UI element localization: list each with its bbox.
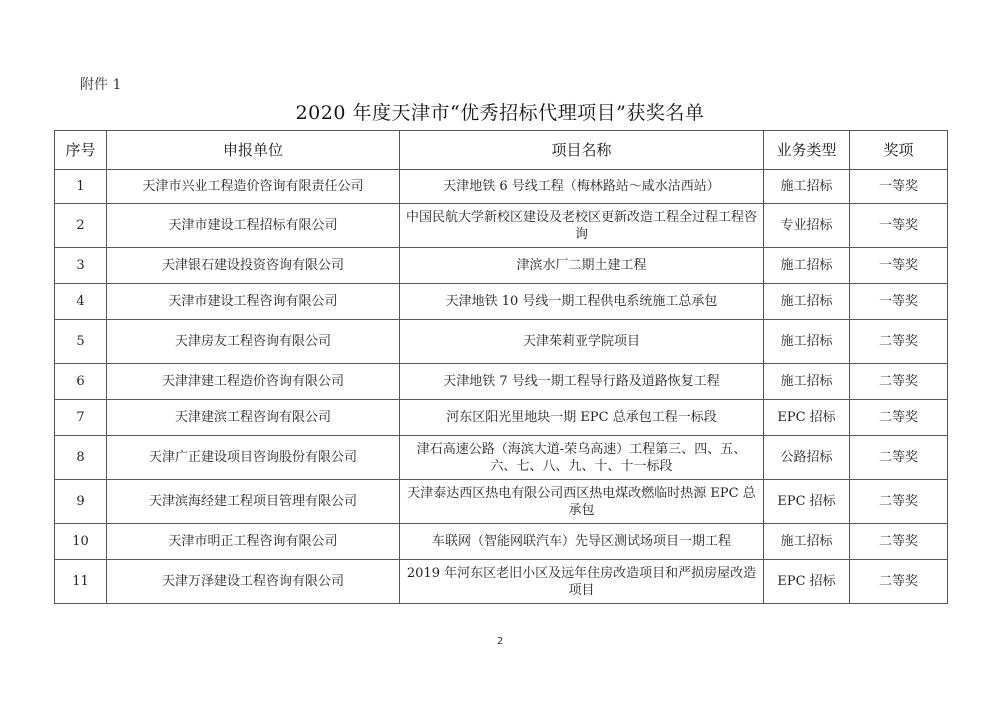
cell-unit: 天津房友工程咨询有限公司 xyxy=(107,320,400,364)
page-number: 2 xyxy=(496,636,504,647)
cell-type: 施工招标 xyxy=(764,284,850,320)
cell-type: EPC 招标 xyxy=(764,560,850,604)
table-row xyxy=(55,436,948,480)
cell-unit: 天津滨海经建工程项目管理有限公司 xyxy=(107,480,400,524)
cell-project: 津石高速公路（海滨大道-荣乌高速）工程第三、四、五、六、七、八、九、十、十一标段 xyxy=(400,436,764,480)
cell-unit: 天津万泽建设工程咨询有限公司 xyxy=(107,560,400,604)
cell-project: 天津泰达西区热电有限公司西区热电煤改燃临时热源 EPC 总承包 xyxy=(400,480,764,524)
attachment-label: 附件 1 xyxy=(80,77,122,93)
cell-unit: 天津市建设工程咨询有限公司 xyxy=(107,284,400,320)
table-row xyxy=(55,170,948,204)
cell-unit: 天津市兴业工程造价咨询有限责任公司 xyxy=(107,170,400,204)
table-row xyxy=(55,248,948,284)
cell-no: 6 xyxy=(55,364,107,400)
cell-type: EPC 招标 xyxy=(764,480,850,524)
cell-award: 二等奖 xyxy=(850,320,948,364)
cell-no: 9 xyxy=(55,480,107,524)
table-row xyxy=(55,560,948,604)
cell-award: 一等奖 xyxy=(850,284,948,320)
cell-type: 公路招标 xyxy=(764,436,850,480)
document-title: 2020 年度天津市“优秀招标代理项目”获奖名单 xyxy=(295,102,705,124)
cell-no: 7 xyxy=(55,400,107,436)
table-row xyxy=(55,480,948,524)
cell-no: 3 xyxy=(55,248,107,284)
cell-award: 一等奖 xyxy=(850,170,948,204)
cell-award: 二等奖 xyxy=(850,524,948,560)
cell-project: 2019 年河东区老旧小区及远年住房改造项目和严损房屋改造项目 xyxy=(400,560,764,604)
cell-award: 二等奖 xyxy=(850,436,948,480)
cell-project: 天津地铁 7 号线一期工程导行路及道路恢复工程 xyxy=(400,364,764,400)
table-row xyxy=(55,364,948,400)
header-type: 业务类型 xyxy=(764,131,850,170)
cell-type: 施工招标 xyxy=(764,170,850,204)
header-no: 序号 xyxy=(55,131,107,170)
table-row xyxy=(55,284,948,320)
cell-type: 施工招标 xyxy=(764,248,850,284)
cell-award: 二等奖 xyxy=(850,400,948,436)
cell-unit: 天津银石建设投资咨询有限公司 xyxy=(107,248,400,284)
cell-project: 津滨水厂二期土建工程 xyxy=(400,248,764,284)
cell-no: 2 xyxy=(55,204,107,248)
cell-award: 二等奖 xyxy=(850,480,948,524)
cell-type: EPC 招标 xyxy=(764,400,850,436)
table-row xyxy=(55,524,948,560)
header-award: 奖项 xyxy=(850,131,948,170)
cell-project: 天津茱莉亚学院项目 xyxy=(400,320,764,364)
table-row xyxy=(55,204,948,248)
cell-no: 5 xyxy=(55,320,107,364)
header-project: 项目名称 xyxy=(400,131,764,170)
cell-project: 天津地铁 6 号线工程（梅林路站～咸水沽西站） xyxy=(400,170,764,204)
cell-award: 二等奖 xyxy=(850,364,948,400)
cell-project: 天津地铁 10 号线一期工程供电系统施工总承包 xyxy=(400,284,764,320)
table-row xyxy=(55,400,948,436)
cell-type: 施工招标 xyxy=(764,524,850,560)
cell-unit: 天津市建设工程招标有限公司 xyxy=(107,204,400,248)
cell-no: 1 xyxy=(55,170,107,204)
cell-project: 车联网（智能网联汽车）先导区测试场项目一期工程 xyxy=(400,524,764,560)
cell-no: 4 xyxy=(55,284,107,320)
table-row xyxy=(55,320,948,364)
cell-award: 一等奖 xyxy=(850,204,948,248)
cell-unit: 天津市明正工程咨询有限公司 xyxy=(107,524,400,560)
cell-type: 施工招标 xyxy=(764,364,850,400)
cell-award: 一等奖 xyxy=(850,248,948,284)
cell-type: 施工招标 xyxy=(764,320,850,364)
cell-project: 中国民航大学新校区建设及老校区更新改造工程全过程工程咨询 xyxy=(400,204,764,248)
cell-type: 专业招标 xyxy=(764,204,850,248)
cell-project: 河东区阳光里地块一期 EPC 总承包工程一标段 xyxy=(400,400,764,436)
cell-no: 11 xyxy=(55,560,107,604)
cell-unit: 天津广正建设项目咨询股份有限公司 xyxy=(107,436,400,480)
awards-table xyxy=(54,130,948,604)
cell-unit: 天津建滨工程咨询有限公司 xyxy=(107,400,400,436)
table-header-row xyxy=(55,131,948,170)
header-unit: 申报单位 xyxy=(107,131,400,170)
cell-award: 二等奖 xyxy=(850,560,948,604)
cell-no: 8 xyxy=(55,436,107,480)
cell-no: 10 xyxy=(55,524,107,560)
cell-unit: 天津津建工程造价咨询有限公司 xyxy=(107,364,400,400)
